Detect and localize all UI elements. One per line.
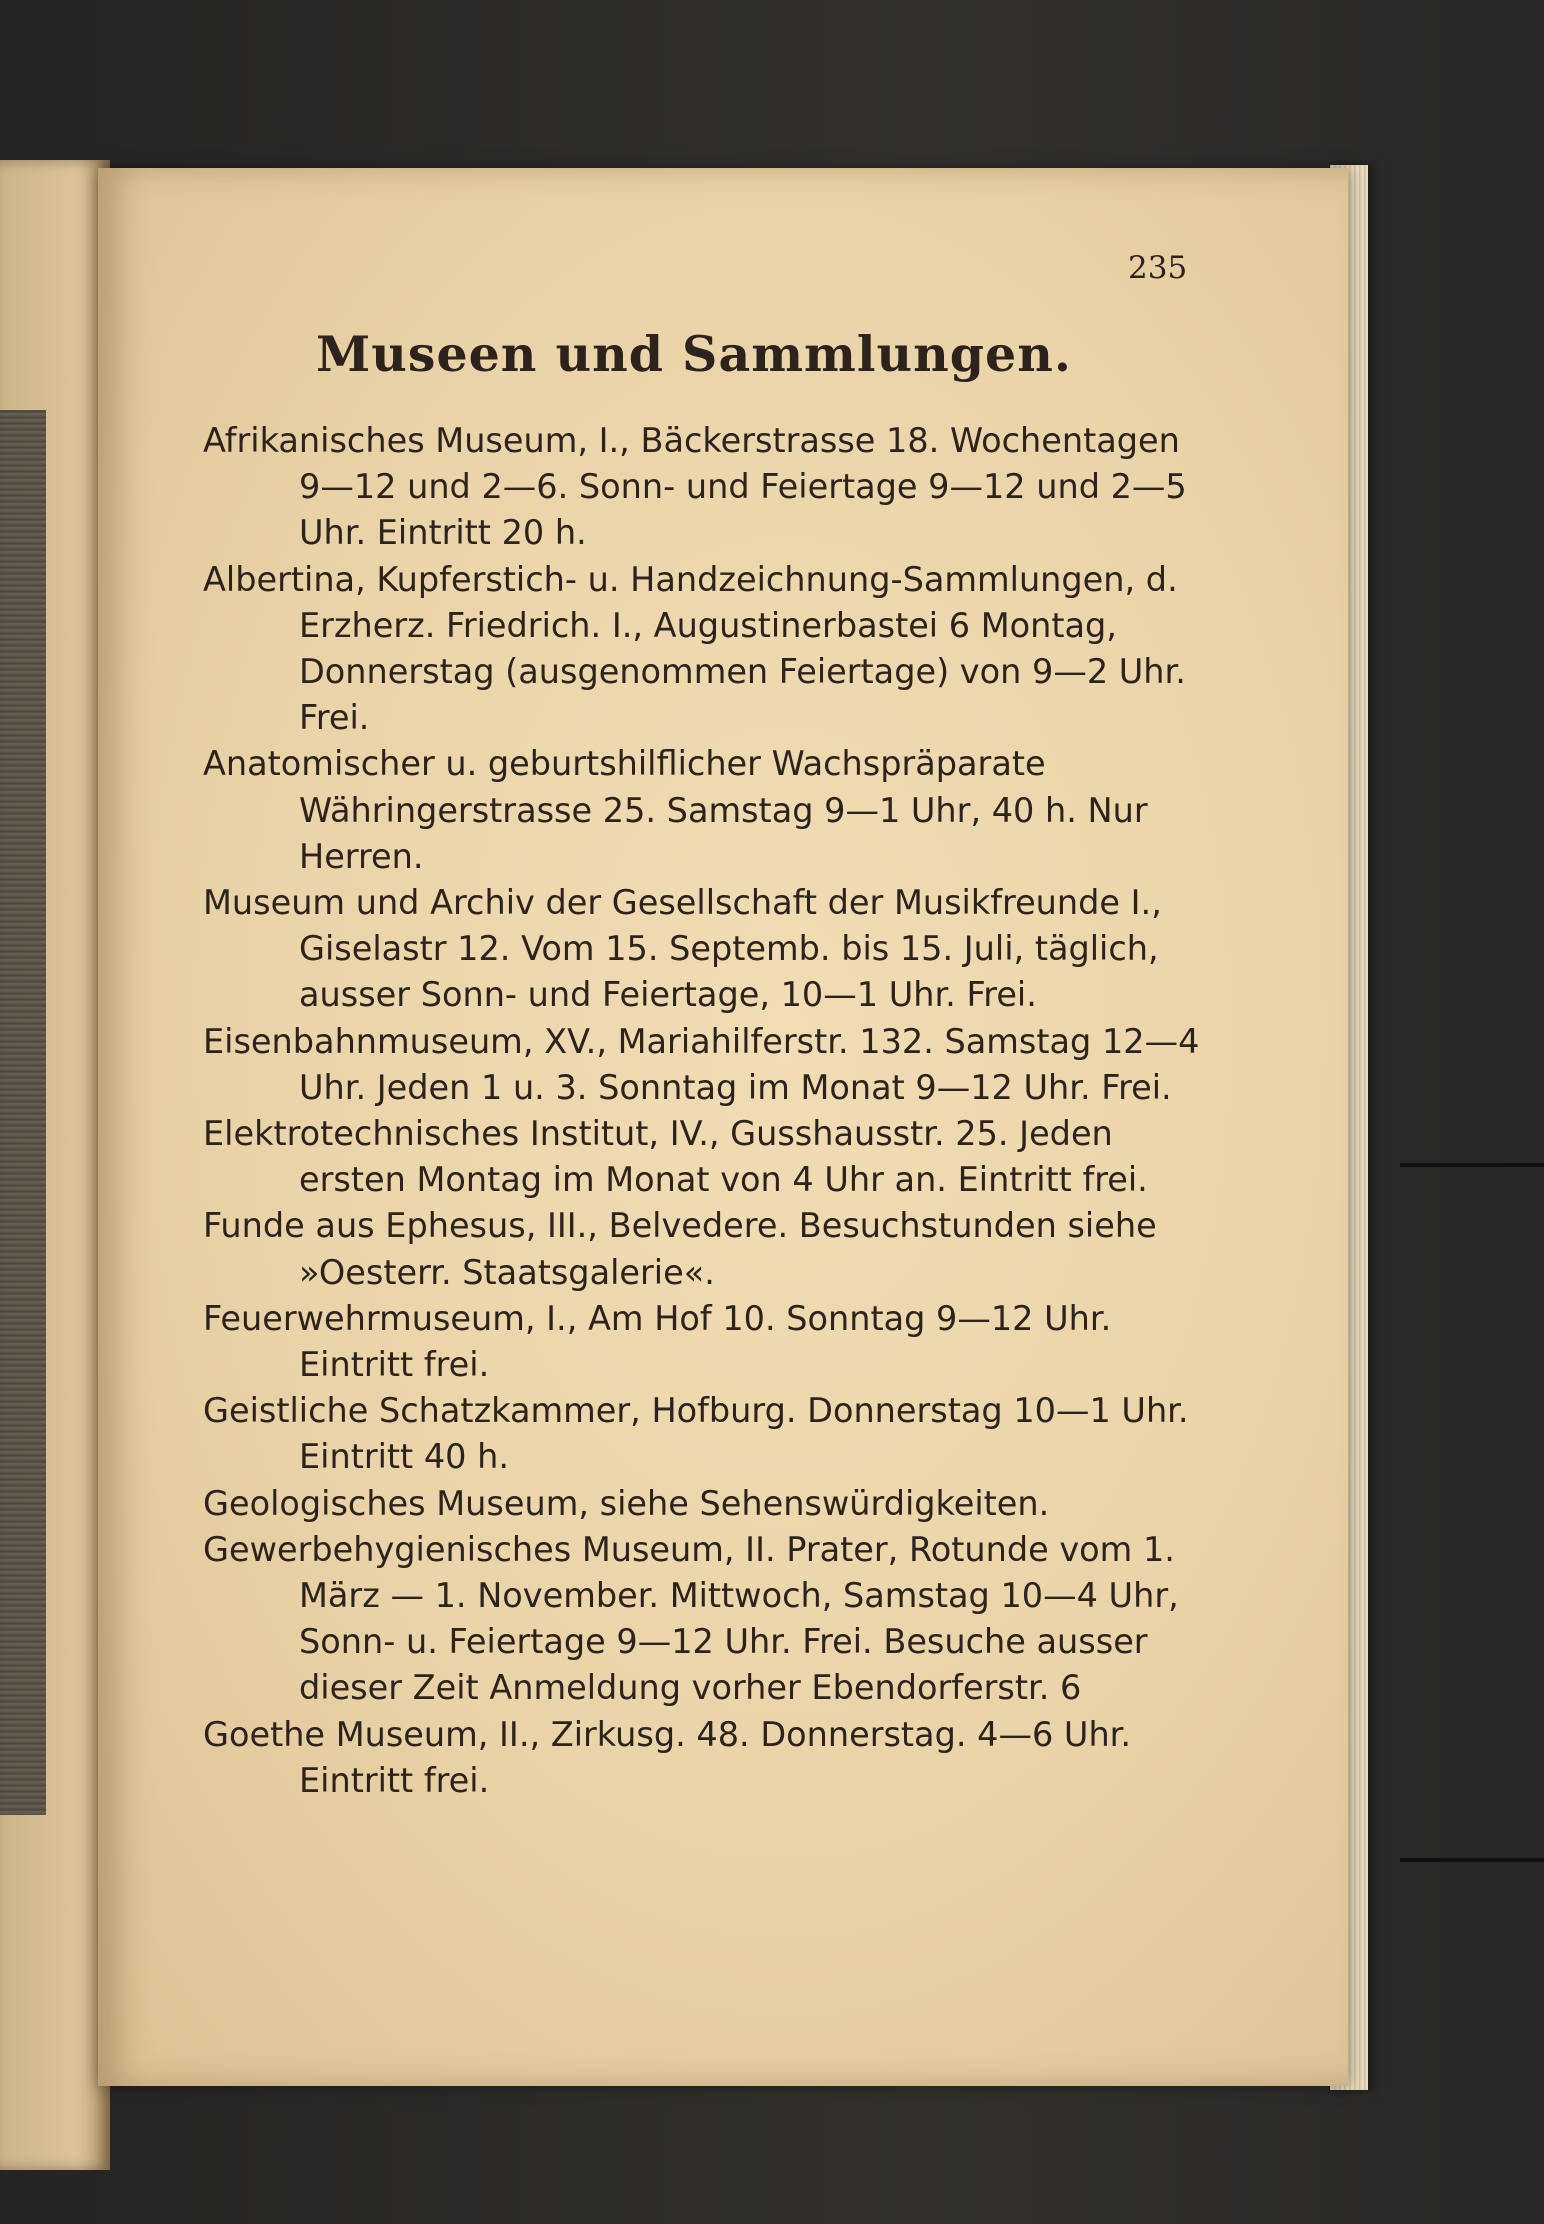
list-item: Feuerwehrmuseum, I., Am Hof 10. Sonntag 9—12 Uhr. Eintritt frei. xyxy=(203,1298,1112,1385)
page-title: Museen und Sammlungen. xyxy=(316,325,1072,383)
list-item: Museum und Archiv der Gesellschaft der Musikfreunde I., Giselastr 12. Vom 15. Septemb. bis 15. Juli, täglich, ausser Sonn- und Feiertage, 10—1 Uhr. Frei. xyxy=(203,883,1162,1015)
list-item: Anatomischer u. geburtshilflicher Wachspräparate Währingerstrasse 25. Samstag 9—1 Uhr, 40 h. Nur Herren. xyxy=(203,744,1148,876)
list-item: Geistliche Schatzkammer, Hofburg. Donnerstag 10—1 Uhr. Eintritt 40 h. xyxy=(203,1391,1189,1477)
side-mark xyxy=(1400,1858,1544,1862)
list-item: Geologisches Museum, siehe Sehenswürdigkeiten. xyxy=(203,1483,1050,1523)
list-item: Afrikanisches Museum, I., Bäckerstrasse 18. Wochentagen 9—12 und 2—6. Sonn- und Feiertage 9—12 und 2—5 Uhr. Eintritt 20 h. xyxy=(203,421,1187,553)
left-page-illustration xyxy=(0,410,46,1815)
page-number: 235 xyxy=(1128,250,1188,286)
list-item: Eisenbahnmuseum, XV., Mariahilferstr. 132. Samstag 12—4 Uhr. Jeden 1 u. 3. Sonntag im Monat 9—12 Uhr. Frei. xyxy=(203,1021,1200,1107)
list-item: Elektrotechnisches Institut, IV., Gusshausstr. 25. Jeden ersten Montag im Monat von 4 Uhr an. Eintritt frei. xyxy=(203,1114,1148,1200)
museum-list xyxy=(203,418,1203,1804)
side-mark xyxy=(1400,1163,1544,1167)
list-item: Gewerbehygienisches Museum, II. Prater, Rotunde vom 1. März — 1. November. Mittwoch, Samstag 10—4 Uhr, Sonn- u. Feiertage 9—12 Uhr. Frei. Besuche ausser dieser Zeit Anmeldung vorher Ebendorferstr. 6 xyxy=(203,1529,1179,1708)
list-item: Goethe Museum, II., Zirkusg. 48. Donnerstag. 4—6 Uhr. Eintritt frei. xyxy=(203,1714,1132,1800)
list-item: Funde aus Ephesus, III., Belvedere. Besuchstunden siehe »Oesterr. Staatsgalerie«. xyxy=(203,1206,1157,1292)
list-item: Albertina, Kupferstich- u. Handzeichnung-Sammlungen, d. Erzherz. Friedrich. I., Augustinerbastei 6 Montag, Donnerstag (ausgenommen Feiertage) von 9—2 Uhr. Frei. xyxy=(203,559,1186,738)
